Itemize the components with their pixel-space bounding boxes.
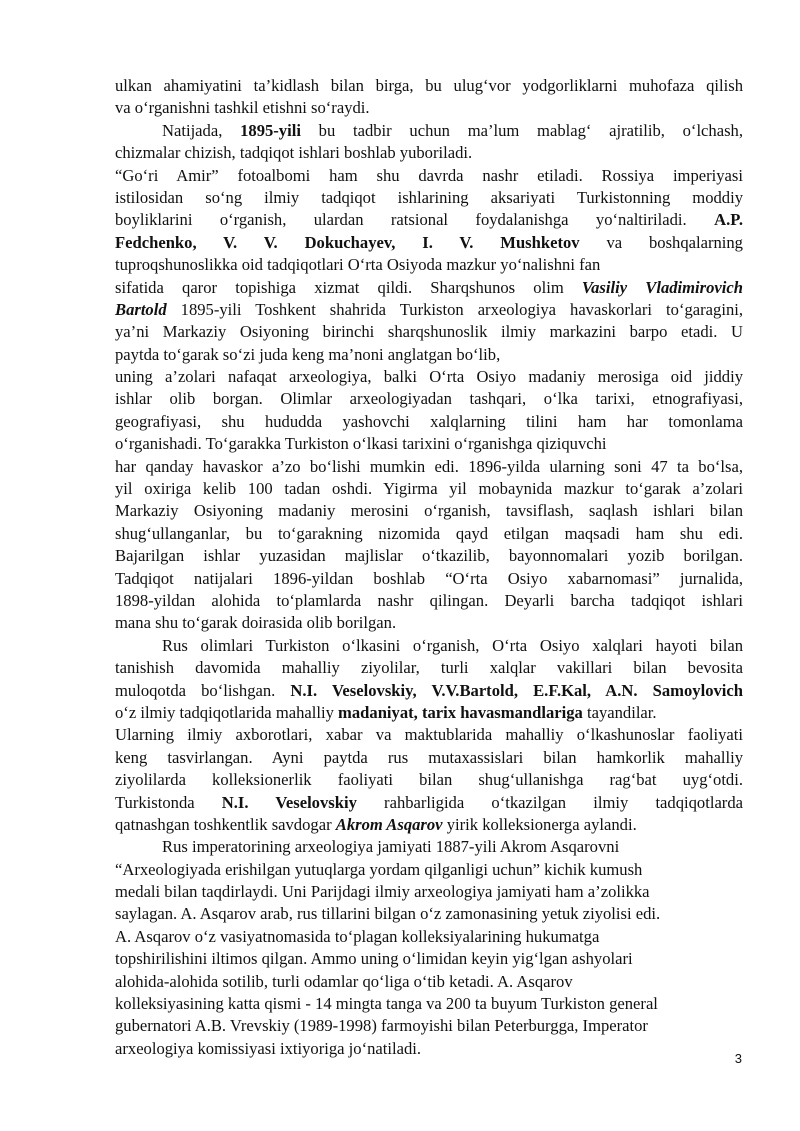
text-line [115,724,743,746]
text-line [115,411,743,433]
text-line [115,97,743,119]
text-run: va boshqalarning [579,232,743,252]
text-line [115,478,743,500]
emphasis-run: A.P. [714,210,743,230]
text-run: tanishish davomida mahalliy ziyolilar, turli xalqlar vakillari bilan bevosita [115,658,743,678]
text-line [115,456,743,478]
emphasis-run: N.I. Veselovskiy [221,792,357,812]
text-line [115,165,743,187]
text-line [115,769,743,791]
text-line [115,926,743,948]
text-line [115,366,743,388]
text-line [115,209,743,231]
text-run: o‘rganishadi. To‘garakka Turkiston o‘lkasi tarixini o‘rganishga qiziquvchi [115,434,607,454]
text-line [115,792,743,814]
text-run: A. Asqarov o‘z vasiyatnomasida to‘plagan kolleksiyalarining hukumatga [115,926,600,946]
text-line [115,321,743,343]
text-line [115,545,743,567]
text-run: keng tasvirlangan. Ayni paytda rus mutaxassislari bilan hamkorlik mahalliy [115,747,743,767]
text-run: Natijada, [162,120,241,140]
text-run: bu tadbir uchun ma’lum mablag‘ ajratilib, o‘lchash, [300,120,743,140]
text-line [115,1015,743,1037]
text-line [115,814,743,836]
text-run: mana shu to‘garak doirasida olib borilgan. [115,613,397,633]
text-run: muloqotda bo‘lishgan. [115,680,291,700]
text-line [115,635,743,657]
text-run: va o‘rganishni tashkil etishni so‘raydi. [115,98,370,118]
text-run: rahbarligida o‘tkazilgan ilmiy tadqiqotlarda [356,792,743,812]
text-run: ulkan ahamiyatini ta’kidlash bilan birga, bu ulug‘vor yodgorliklarni muhofaza qilish [115,76,743,95]
text-run: Turkistonda [115,792,222,812]
text-run: Tadqiqot natijalari 1896-yildan boshlab “O‘rta Osiyo xabarnomasi” jurnalida, [115,568,743,588]
text-run: sifatida qaror topishiga xizmat qildi. Sharqshunos olim [115,277,582,297]
text-run: Rus olimlari Turkiston o‘lkasini o‘rganish, O‘rta Osiyo xalqlari hayoti bilan [162,635,743,655]
text-run: paytda to‘garak so‘zi juda keng ma’noni anglatgan bo‘lib, [115,344,501,364]
emphasis-run: N.I. Veselovskiy, V.V.Bartold, E.F.Kal, A.N. Samoylovich [290,680,743,700]
text-line [115,120,743,142]
text-run: topshirilishini iltimos qilgan. Ammo uning o‘limidan keyin yig‘lgan ashyolari [115,949,633,969]
text-run: har qanday havaskor a’zo bo‘lishi mumkin edi. 1896-yilda ularning soni 47 ta bo‘lsa, [115,456,743,476]
emphasis-run: Akrom Asqarov [335,814,443,834]
text-line [115,568,743,590]
text-run: o‘z ilmiy tadqiqotlarida mahalliy [115,702,339,722]
text-run: 1895-yili Toshkent shahrida Turkiston arxeologiya havaskorlari to‘garagini, [166,299,743,319]
body-text [115,75,743,1060]
text-run: gubernatori A.B. Vrevskiy (1989-1998) farmoyishi bilan Peterburgga, Imperator [115,1016,648,1036]
text-run: “Arxeologiyada erishilgan yutuqlarga yordam qilganligi uchun” kichik kumush [115,859,643,879]
text-line [115,75,743,97]
text-line [115,993,743,1015]
text-run: Bajarilgan ishlar yuzasidan majlislar o‘tkazilib, bayonnomalari yozib borilgan. [115,546,743,566]
text-line [115,836,743,858]
text-line [115,344,743,366]
text-run: Markaziy Osiyoning madaniy merosini o‘rganish, tavsiflash, saqlash ishlari bilan [115,501,743,521]
text-run: boyliklarini o‘rganish, ulardan ratsional foydalanishga yo‘naltiriladi. [115,210,715,230]
emphasis-run: Bartold [115,299,167,319]
text-line [115,232,743,254]
text-run: kolleksiyasining katta qismi - 14 mingta tanga va 200 ta buyum Turkiston general [115,994,658,1014]
emphasis-run: Fedchenko, V. V. Dokuchayev, I. V. Mushketov [115,232,580,252]
text-run: qatnashgan toshkentlik savdogar [115,814,336,834]
text-run: “Go‘ri Amir” fotoalbomi ham shu davrda nashr etiladi. Rossiya imperiyasi [115,165,743,185]
text-line [115,1038,743,1060]
text-run: ziyolilarda kolleksionerlik faoliyati bilan shug‘ullanishga rag‘bat uyg‘otdi. [115,770,743,790]
text-run: yil oxiriga kelib 100 tadan oshdi. Yigirma yil mobaynida mazkur to‘garak a’zolari [115,479,743,499]
text-run: Ularning ilmiy axborotlari, xabar va maktublarida mahalliy o‘lkashunoslar faoliyati [115,725,743,745]
text-run: istilosidan so‘ng ilmiy tadqiqot ishlarining aksariyati Turkistonning moddiy [115,187,743,207]
text-line [115,948,743,970]
text-line [115,702,743,724]
text-line [115,747,743,769]
text-run: chizmalar chizish, tadqiqot ishlari boshlab yuboriladi. [115,143,473,163]
text-run: uning a’zolari nafaqat arxeologiya, balki O‘rta Osiyo madaniy merosiga oid jiddiy [115,367,743,387]
text-run: yirik kolleksionerga aylandi. [442,814,637,834]
text-line [115,500,743,522]
text-line [115,612,743,634]
text-run: medali bilan taqdirlaydi. Uni Parijdagi ilmiy arxeologiya jamiyati ham a’zolikka [115,882,650,902]
text-line [115,680,743,702]
text-line [115,433,743,455]
text-line [115,523,743,545]
text-line [115,859,743,881]
text-run: saylagan. A. Asqarov arab, rus tillarini bilgan o‘z zamonasining yetuk ziyolisi edi. [115,904,661,924]
text-line [115,254,743,276]
text-run: tuproqshunoslikka oid tadqiqotlari O‘rta Osiyoda mazkur yo‘nalishni fan [115,255,601,275]
page-number: 3 [734,1051,742,1066]
text-run: ya’ni Markaziy Osiyoning birinchi sharqshunoslik ilmiy markazini barpo etadi. U [115,322,743,342]
emphasis-run: Vasiliy Vladimirovich [581,277,743,297]
text-run: 1898-yildan alohida to‘plamlarda nashr qilingan. Deyarli barcha tadqiqot ishlari [115,590,743,610]
text-line [115,187,743,209]
text-line [115,142,743,164]
emphasis-run: 1895-yili [240,120,301,140]
text-line [115,657,743,679]
text-run: arxeologiya komissiyasi ixtiyoriga jo‘natiladi. [115,1038,422,1058]
text-run: Rus imperatorining arxeologiya jamiyati 1887-yili Akrom Asqarovni [162,837,620,857]
emphasis-run: madaniyat, tarix havasmandlariga [338,702,583,722]
text-line [115,881,743,903]
text-line [115,903,743,925]
text-run: alohida-alohida sotilib, turli odamlar qo‘liga o‘tib ketadi. A. Asqarov [115,971,573,991]
text-run: tayandilar. [582,702,657,722]
text-line [115,277,743,299]
text-line [115,299,743,321]
text-line [115,388,743,410]
text-line [115,590,743,612]
text-run: shug‘ullanganlar, bu to‘garakning nizomida qayd etilgan maqsadi ham shu edi. [115,523,743,543]
text-run: ishlar olib borgan. Olimlar arxeologiyadan tashqari, o‘lka tarixi, etnografiyasi, [115,389,743,409]
text-line [115,971,743,993]
text-run: geografiyasi, shu hududda yashovchi xalqlarning tilini ham har tomonlama [115,411,743,431]
